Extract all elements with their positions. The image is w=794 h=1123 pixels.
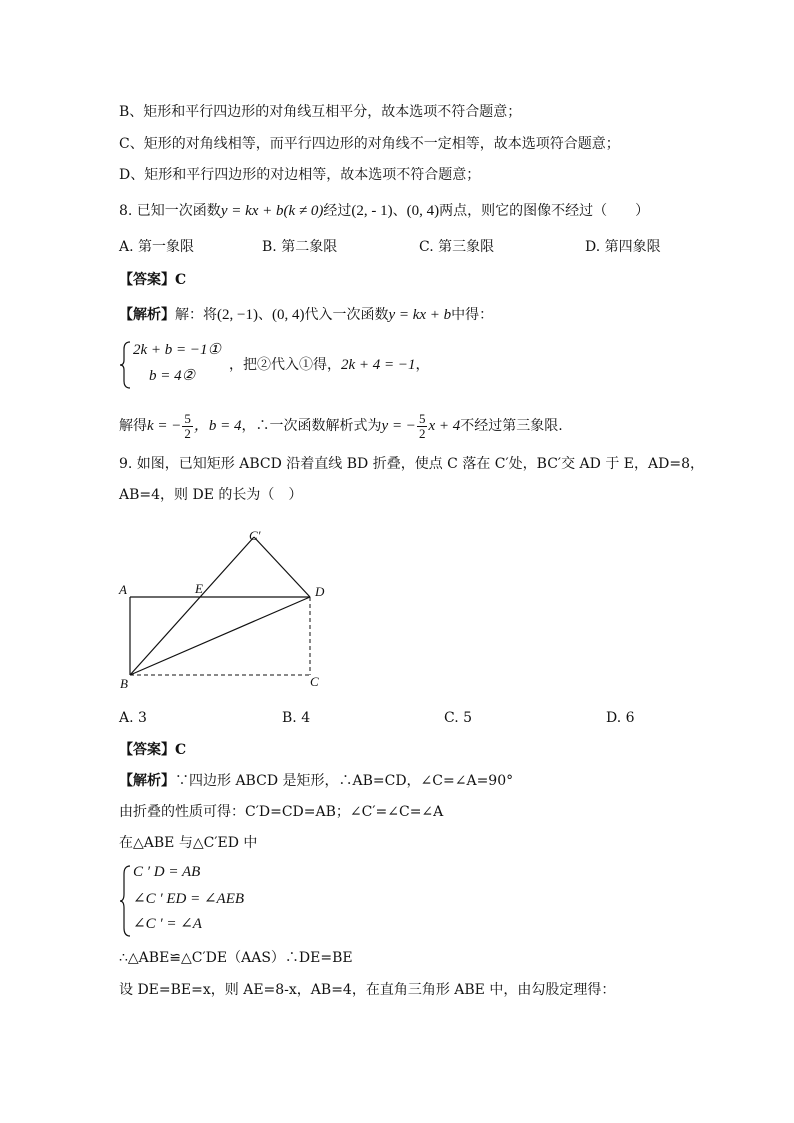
label-d: D [315,584,325,599]
q8-mid: 经过 [323,203,352,219]
q8-analysis-text-b: 代入一次函数 [304,307,389,323]
q8-function: y = kx + b [220,203,284,219]
q8-y-rhs: x + 4 [428,418,461,434]
q8-condition: (k ≠ 0) [283,203,324,219]
q8-y-lhs: y = − [381,418,416,434]
q8-option-c: C. 第三象限 [419,239,495,255]
segment-bd [130,597,310,675]
q8-analysis-point-1: (2, −1) [217,307,258,323]
q9-equation-1: C ′ D = AB [133,864,201,880]
q8-substitution-end: ， [415,357,430,373]
label-c: C [310,674,319,689]
option-d-explanation: D、矩形和平行四边形的对边相等，故本选项不符合题意； [119,167,481,183]
q8-option-d: D. 第四象限 [585,239,661,255]
q9-equation-3: ∠C ′ = ∠A [133,916,202,932]
option-c-explanation: C、矩形的对角线相等，而平行四边形的对角线不一定相等，故本选项符合题意； [119,136,620,152]
q9-option-c: C. 5 [444,710,473,726]
segment-c-prime-d [254,537,310,597]
label-e: E [195,581,203,596]
q8-suffix: 两点，则它的图像不经过（ ） [439,203,650,219]
q8-analysis-function: y = kx + b [388,307,452,323]
q8-analysis-text-a: 解：将 [175,307,217,323]
left-brace-icon [119,340,133,390]
left-brace-icon [119,864,133,938]
q9-analysis-label: 【解析】 [119,773,175,789]
q9-analysis-4: ∴△ABE≌△C′DE（AAS）∴DE=BE [119,950,353,966]
q8-k-numerator: 5 [184,410,191,426]
q8-point-2: (0, 4) [406,203,440,219]
q9-option-b: B. 4 [282,710,311,726]
q8-analysis-point-2: (0, 4) [271,307,305,323]
q8-substitution-eq: 2k + 4 = −1 [341,357,416,373]
q8-analysis-line [119,305,493,325]
label-b: B [120,676,128,691]
label-c-prime: C′ [249,528,261,543]
q8-k-lhs: k = − [147,418,182,434]
q9-analysis-5: 设 DE=BE=x，则 AE=8-x，AB=4，在直角三角形 ABE 中，由勾股定理得： [119,982,616,998]
label-a: A [119,582,127,597]
q8-substitution-text: ，把②代入①得， [229,357,341,373]
q8-k-denominator: 2 [184,425,191,441]
q8-y-numerator: 5 [418,410,426,426]
q8-answer: 【答案】C [119,272,187,288]
question-9-stem-line-1: 9. 如图，已知矩形 ABCD 沿着直线 BD 折叠，使点 C 落在 C′处，BC′交 AD 于 E，AD=8， [119,456,704,472]
q8-analysis-sep: 、 [257,307,272,323]
q9-analysis-1-text: ∵四边形 ABCD 是矩形，∴AB=CD，∠C=∠A=90° [175,773,514,789]
q8-substitution [229,354,430,374]
q9-analysis-2: 由折叠的性质可得：C′D=CD=AB；∠C′=∠C=∠A [119,804,444,820]
q8-k-fraction [182,412,193,441]
q8-solve-text-a: 解得 [119,418,147,434]
question-9-stem-line-2: AB=4，则 DE 的长为（ ） [119,487,303,503]
q8-equation-1: 2k + b = −1① [133,342,221,358]
segment-bc-prime [130,537,254,675]
q8-option-a: A. 第一象限 [119,239,195,255]
question-8-stem [119,201,649,221]
q9-option-a: A. 3 [119,710,147,726]
q9-analysis-1 [119,771,513,791]
q8-sep: 、 [392,203,407,219]
q8-solution-line [119,410,563,442]
q8-point-1: (2, - 1) [351,203,393,219]
option-b-explanation: B、矩形和平行四边形的对角线互相平分，故本选项不符合题意； [119,104,522,120]
q9-equation-2: ∠C ′ ED = ∠AEB [133,891,245,907]
folded-rectangle-figure [112,520,352,700]
q8-b-eq: ，b = 4 [193,418,242,434]
q9-answer: 【答案】C [119,742,187,758]
q8-option-b: B. 第二象限 [262,239,338,255]
q8-y-fraction [417,412,428,441]
q9-option-d: D. 6 [606,710,635,726]
q9-analysis-3: 在△ABE 与△C′ED 中 [119,835,258,851]
q8-y-denominator: 2 [418,425,426,441]
q8-solve-text-b: ，∴一次函数解析式为 [241,418,382,434]
q8-analysis-text-c: 中得： [451,307,494,323]
q8-solve-text-c: 不经过第三象限. [460,418,563,434]
q8-prefix: 8. 已知一次函数 [119,203,221,219]
q8-analysis-label: 【解析】 [119,307,175,323]
q8-equation-2: b = 4② [149,368,196,384]
